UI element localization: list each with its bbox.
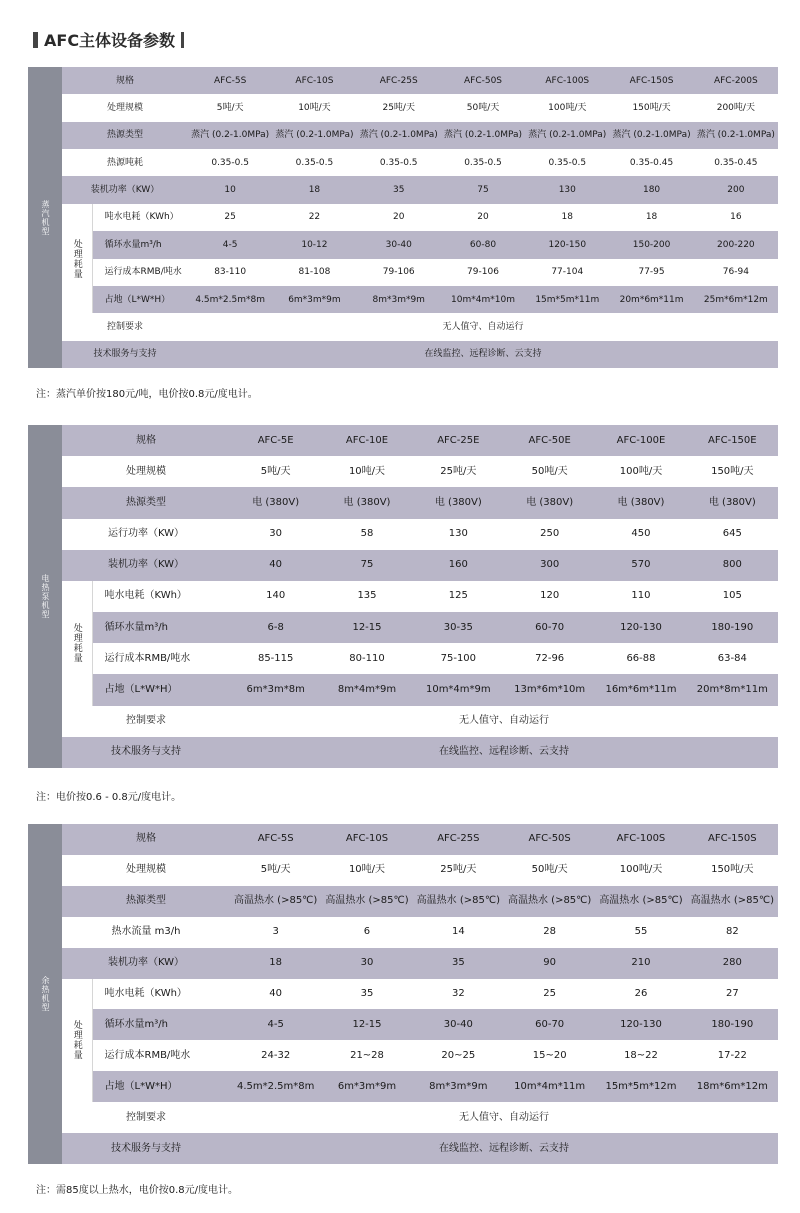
table-cell: 4-5 [230, 1009, 321, 1040]
table-cell: 120-130 [595, 1009, 686, 1040]
service-label: 技术服务与支持 [62, 341, 188, 368]
table-cell: 17-22 [687, 1040, 778, 1071]
table-cell: AFC-100S [525, 67, 609, 94]
table-row [28, 612, 778, 643]
table-cell: 20 [357, 204, 441, 231]
table-cell: 150吨/天 [687, 855, 778, 886]
table-cell: 200-220 [694, 231, 778, 258]
table-cell: 10吨/天 [321, 855, 412, 886]
table-cell: 高温热水 (>85℃) [321, 886, 412, 917]
row-label: 热源吨耗 [62, 149, 188, 176]
table-cell: AFC-25E [413, 425, 504, 456]
table-cell: 5吨/天 [230, 855, 321, 886]
table-cell: 82 [687, 917, 778, 948]
table-cell: 150-200 [609, 231, 693, 258]
table-cell: 210 [595, 948, 686, 979]
table-cell: 72-96 [504, 643, 595, 674]
row-label: 吨水电耗（KWh） [92, 581, 230, 612]
table-cell: 25吨/天 [413, 456, 504, 487]
table-row [28, 519, 778, 550]
row-label: 处理规模 [62, 94, 188, 121]
table-cell: 40 [230, 550, 321, 581]
waste-heat-spec-table [28, 824, 778, 1164]
table-cell: 60-70 [504, 1009, 595, 1040]
control-row [28, 313, 778, 340]
table-cell: 电 (380V) [687, 487, 778, 518]
table-cell: 50吨/天 [504, 456, 595, 487]
table-cell: 8m*3m*9m [413, 1071, 504, 1102]
row-label: 吨水电耗（KWh） [92, 204, 188, 231]
row-label: 运行成本RMB/吨水 [92, 1040, 230, 1071]
row-label: 热水流量 m3/h [62, 917, 230, 948]
row-label: 循环水量m³/h [92, 612, 230, 643]
table-cell: 645 [687, 519, 778, 550]
table-cell: 20~25 [413, 1040, 504, 1071]
table-cell: 25 [188, 204, 272, 231]
table-cell: 85-115 [230, 643, 321, 674]
table2-note: 注：电价按0.6 - 0.8元/度电计。 [36, 792, 182, 803]
table-cell: 200吨/天 [694, 94, 778, 121]
table-cell: 6-8 [230, 612, 321, 643]
section-label: 蒸汽机型 [28, 67, 62, 368]
table-cell: 14 [413, 917, 504, 948]
table-row [28, 1071, 778, 1102]
table-cell: 180-190 [687, 1009, 778, 1040]
table-cell: 130 [413, 519, 504, 550]
table-cell: 0.35-0.5 [525, 149, 609, 176]
table-cell: 10m*4m*9m [413, 674, 504, 705]
table-cell: 15m*5m*11m [525, 286, 609, 313]
table-cell: 30 [230, 519, 321, 550]
table-cell: 30 [321, 948, 412, 979]
table-cell: 28 [504, 917, 595, 948]
table-cell: 200 [694, 176, 778, 203]
control-label: 控制要求 [62, 1102, 230, 1133]
table-cell: 10吨/天 [321, 456, 412, 487]
table-cell: 高温热水 (>85℃) [504, 886, 595, 917]
table-cell: AFC-25S [357, 67, 441, 94]
table-cell: 77-95 [609, 259, 693, 286]
table-cell: 21~28 [321, 1040, 412, 1071]
row-label: 规格 [62, 824, 230, 855]
table-cell: 高温热水 (>85℃) [413, 886, 504, 917]
table-row [28, 886, 778, 917]
table-cell: 电 (380V) [321, 487, 412, 518]
table-row [28, 917, 778, 948]
table-row [28, 286, 778, 313]
table-cell: 12-15 [321, 1009, 412, 1040]
table-cell: AFC-150S [687, 824, 778, 855]
row-label: 装机功率（KW） [62, 176, 188, 203]
row-label: 吨水电耗（KWh） [92, 979, 230, 1010]
table-cell: 16m*6m*11m [595, 674, 686, 705]
table-cell: 30-35 [413, 612, 504, 643]
service-label: 技术服务与支持 [62, 737, 230, 768]
table-row [28, 581, 778, 612]
table-cell: AFC-50S [504, 824, 595, 855]
row-label: 装机功率（KW） [62, 948, 230, 979]
table-cell: 80-110 [321, 643, 412, 674]
table-cell: 8m*4m*9m [321, 674, 412, 705]
table-cell: 4-5 [188, 231, 272, 258]
row-label: 占地（L*W*H） [92, 1071, 230, 1102]
page-title [33, 28, 184, 51]
table-cell: 10 [188, 176, 272, 203]
table-cell: 77-104 [525, 259, 609, 286]
row-label: 运行功率（KW） [62, 519, 230, 550]
table-cell: 280 [687, 948, 778, 979]
table-cell: 6m*3m*9m [272, 286, 356, 313]
table-row [28, 643, 778, 674]
table-cell: 100吨/天 [595, 855, 686, 886]
table-cell: 26 [595, 979, 686, 1010]
table-cell: 30-40 [357, 231, 441, 258]
table-cell: 16 [694, 204, 778, 231]
table-row [28, 674, 778, 705]
table-cell: 135 [321, 581, 412, 612]
table-cell: 25m*6m*12m [694, 286, 778, 313]
page-title-text: AFC主体设备参数 [44, 31, 176, 50]
table-cell: 18 [230, 948, 321, 979]
table-cell: 83-110 [188, 259, 272, 286]
section-label: 电热泵机型 [28, 425, 62, 768]
table-cell: AFC-10S [321, 824, 412, 855]
table-cell: AFC-10E [321, 425, 412, 456]
table-cell: 180 [609, 176, 693, 203]
table-row [28, 948, 778, 979]
group-label: 处理耗量 [62, 979, 92, 1103]
table-cell: 125 [413, 581, 504, 612]
table-cell: 18 [525, 204, 609, 231]
table-cell: 0.35-0.5 [188, 149, 272, 176]
table-cell: 105 [687, 581, 778, 612]
row-label: 热源类型 [62, 122, 188, 149]
table-cell: 18~22 [595, 1040, 686, 1071]
table-cell: 150吨/天 [609, 94, 693, 121]
table-cell: 140 [230, 581, 321, 612]
table-cell: 5吨/天 [230, 456, 321, 487]
service-value: 在线监控、远程诊断、云支持 [188, 341, 778, 368]
table-cell: 电 (380V) [595, 487, 686, 518]
table-cell: 27 [687, 979, 778, 1010]
table-cell: 130 [525, 176, 609, 203]
row-label: 占地（L*W*H） [92, 674, 230, 705]
table-cell: 300 [504, 550, 595, 581]
table-cell: 75 [321, 550, 412, 581]
table-cell: 50吨/天 [441, 94, 525, 121]
table-cell: 12-15 [321, 612, 412, 643]
table-cell: 110 [595, 581, 686, 612]
table-row [28, 231, 778, 258]
title-bar-right [181, 32, 184, 48]
control-label: 控制要求 [62, 706, 230, 737]
table-cell: AFC-5S [188, 67, 272, 94]
table-row [28, 1040, 778, 1071]
table-cell: 79-106 [441, 259, 525, 286]
service-value: 在线监控、远程诊断、云支持 [230, 737, 778, 768]
table-cell: 100吨/天 [525, 94, 609, 121]
table-cell: 35 [413, 948, 504, 979]
table-row [28, 550, 778, 581]
table-cell: 570 [595, 550, 686, 581]
row-label: 循环水量m³/h [92, 1009, 230, 1040]
row-label: 运行成本RMB/吨水 [92, 643, 230, 674]
table-cell: 4.5m*2.5m*8m [188, 286, 272, 313]
table-cell: 6 [321, 917, 412, 948]
table-row [28, 204, 778, 231]
table-cell: 电 (380V) [413, 487, 504, 518]
table-cell: 90 [504, 948, 595, 979]
table-cell: 6m*3m*9m [321, 1071, 412, 1102]
table-cell: 100吨/天 [595, 456, 686, 487]
table-cell: 18m*6m*12m [687, 1071, 778, 1102]
table-row [28, 67, 778, 94]
table-cell: 5吨/天 [188, 94, 272, 121]
table-cell: AFC-50S [441, 67, 525, 94]
table-cell: 10吨/天 [272, 94, 356, 121]
table-cell: AFC-10S [272, 67, 356, 94]
table-cell: 120-130 [595, 612, 686, 643]
table-cell: 58 [321, 519, 412, 550]
table-row [28, 979, 778, 1010]
table-cell: 蒸汽 (0.2-1.0MPa) [357, 122, 441, 149]
heat-pump-spec-table [28, 425, 778, 768]
table3-note: 注：需85度以上热水，电价按0.8元/度电计。 [36, 1185, 238, 1196]
table-cell: AFC-50E [504, 425, 595, 456]
table-cell: 10-12 [272, 231, 356, 258]
group-label: 处理耗量 [62, 581, 92, 706]
section-label: 余热机型 [28, 824, 62, 1164]
control-row [28, 1102, 778, 1133]
table-cell: 450 [595, 519, 686, 550]
table-cell: AFC-25S [413, 824, 504, 855]
service-row [28, 1133, 778, 1164]
table-cell: 180-190 [687, 612, 778, 643]
table-cell: 20m*8m*11m [687, 674, 778, 705]
table-cell: 50吨/天 [504, 855, 595, 886]
table-cell: 76-94 [694, 259, 778, 286]
table-cell: 35 [357, 176, 441, 203]
table-cell: AFC-200S [694, 67, 778, 94]
table-cell: 75-100 [413, 643, 504, 674]
row-label: 占地（L*W*H） [92, 286, 188, 313]
table-cell: 18 [609, 204, 693, 231]
table-cell: 40 [230, 979, 321, 1010]
table-cell: 高温热水 (>85℃) [595, 886, 686, 917]
row-label: 热源类型 [62, 487, 230, 518]
table-cell: 高温热水 (>85℃) [230, 886, 321, 917]
table-cell: 79-106 [357, 259, 441, 286]
table-cell: 蒸汽 (0.2-1.0MPa) [609, 122, 693, 149]
table-cell: 10m*4m*11m [504, 1071, 595, 1102]
table-cell: 13m*6m*10m [504, 674, 595, 705]
table-cell: 蒸汽 (0.2-1.0MPa) [188, 122, 272, 149]
table-row [28, 149, 778, 176]
table-cell: 55 [595, 917, 686, 948]
table-cell: 81-108 [272, 259, 356, 286]
service-row [28, 737, 778, 768]
table-cell: 60-70 [504, 612, 595, 643]
table-row [28, 456, 778, 487]
table-cell: 蒸汽 (0.2-1.0MPa) [525, 122, 609, 149]
table-cell: AFC-150S [609, 67, 693, 94]
table-cell: 蒸汽 (0.2-1.0MPa) [272, 122, 356, 149]
table-cell: 160 [413, 550, 504, 581]
control-value: 无人值守、自动运行 [188, 313, 778, 340]
table-cell: 15~20 [504, 1040, 595, 1071]
table-cell: 25吨/天 [413, 855, 504, 886]
control-row [28, 706, 778, 737]
control-value: 无人值守、自动运行 [230, 706, 778, 737]
table-row [28, 855, 778, 886]
table-cell: 蒸汽 (0.2-1.0MPa) [694, 122, 778, 149]
table-cell: 800 [687, 550, 778, 581]
table-cell: 120 [504, 581, 595, 612]
row-label: 装机功率（KW） [62, 550, 230, 581]
table-cell: 高温热水 (>85℃) [687, 886, 778, 917]
table-cell: 250 [504, 519, 595, 550]
table1-note: 注：蒸汽单价按180元/吨，电价按0.8元/度电计。 [36, 389, 258, 400]
table-cell: 电 (380V) [230, 487, 321, 518]
table-cell: 22 [272, 204, 356, 231]
table-cell: 15m*5m*12m [595, 1071, 686, 1102]
service-label: 技术服务与支持 [62, 1133, 230, 1164]
table-cell: 10m*4m*10m [441, 286, 525, 313]
table-cell: 75 [441, 176, 525, 203]
steam-spec-table [28, 67, 778, 368]
row-label: 处理规模 [62, 855, 230, 886]
table-cell: 4.5m*2.5m*8m [230, 1071, 321, 1102]
table-cell: 0.35-0.5 [272, 149, 356, 176]
table-cell: 63-84 [687, 643, 778, 674]
row-label: 热源类型 [62, 886, 230, 917]
group-label: 处理耗量 [62, 204, 92, 313]
table-cell: AFC-100E [595, 425, 686, 456]
table-row [28, 259, 778, 286]
table-cell: AFC-5E [230, 425, 321, 456]
table-cell: 6m*3m*8m [230, 674, 321, 705]
table-cell: 35 [321, 979, 412, 1010]
table-cell: 0.35-0.45 [609, 149, 693, 176]
table-row [28, 1009, 778, 1040]
table-cell: 30-40 [413, 1009, 504, 1040]
table-row [28, 824, 778, 855]
table-cell: 32 [413, 979, 504, 1010]
table-cell: 20m*6m*11m [609, 286, 693, 313]
table-row [28, 487, 778, 518]
table-cell: AFC-5S [230, 824, 321, 855]
table-cell: AFC-100S [595, 824, 686, 855]
table-cell: 120-150 [525, 231, 609, 258]
title-bar-left [33, 32, 38, 48]
row-label: 规格 [62, 425, 230, 456]
row-label: 循环水量m³/h [92, 231, 188, 258]
row-label: 处理规模 [62, 456, 230, 487]
table-row [28, 176, 778, 203]
table-cell: 18 [272, 176, 356, 203]
table-cell: 0.35-0.45 [694, 149, 778, 176]
table-cell: 20 [441, 204, 525, 231]
table-cell: 60-80 [441, 231, 525, 258]
table-row [28, 425, 778, 456]
table-cell: 25 [504, 979, 595, 1010]
control-value: 无人值守、自动运行 [230, 1102, 778, 1133]
table-cell: AFC-150E [687, 425, 778, 456]
table-cell: 8m*3m*9m [357, 286, 441, 313]
table-cell: 25吨/天 [357, 94, 441, 121]
table-cell: 66-88 [595, 643, 686, 674]
table-cell: 电 (380V) [504, 487, 595, 518]
table-cell: 0.35-0.5 [441, 149, 525, 176]
table-row [28, 122, 778, 149]
table-cell: 24-32 [230, 1040, 321, 1071]
table-cell: 0.35-0.5 [357, 149, 441, 176]
service-row [28, 341, 778, 368]
table-cell: 150吨/天 [687, 456, 778, 487]
control-label: 控制要求 [62, 313, 188, 340]
table-cell: 蒸汽 (0.2-1.0MPa) [441, 122, 525, 149]
table-row [28, 94, 778, 121]
table-cell: 3 [230, 917, 321, 948]
row-label: 运行成本RMB/吨水 [92, 259, 188, 286]
service-value: 在线监控、远程诊断、云支持 [230, 1133, 778, 1164]
row-label: 规格 [62, 67, 188, 94]
